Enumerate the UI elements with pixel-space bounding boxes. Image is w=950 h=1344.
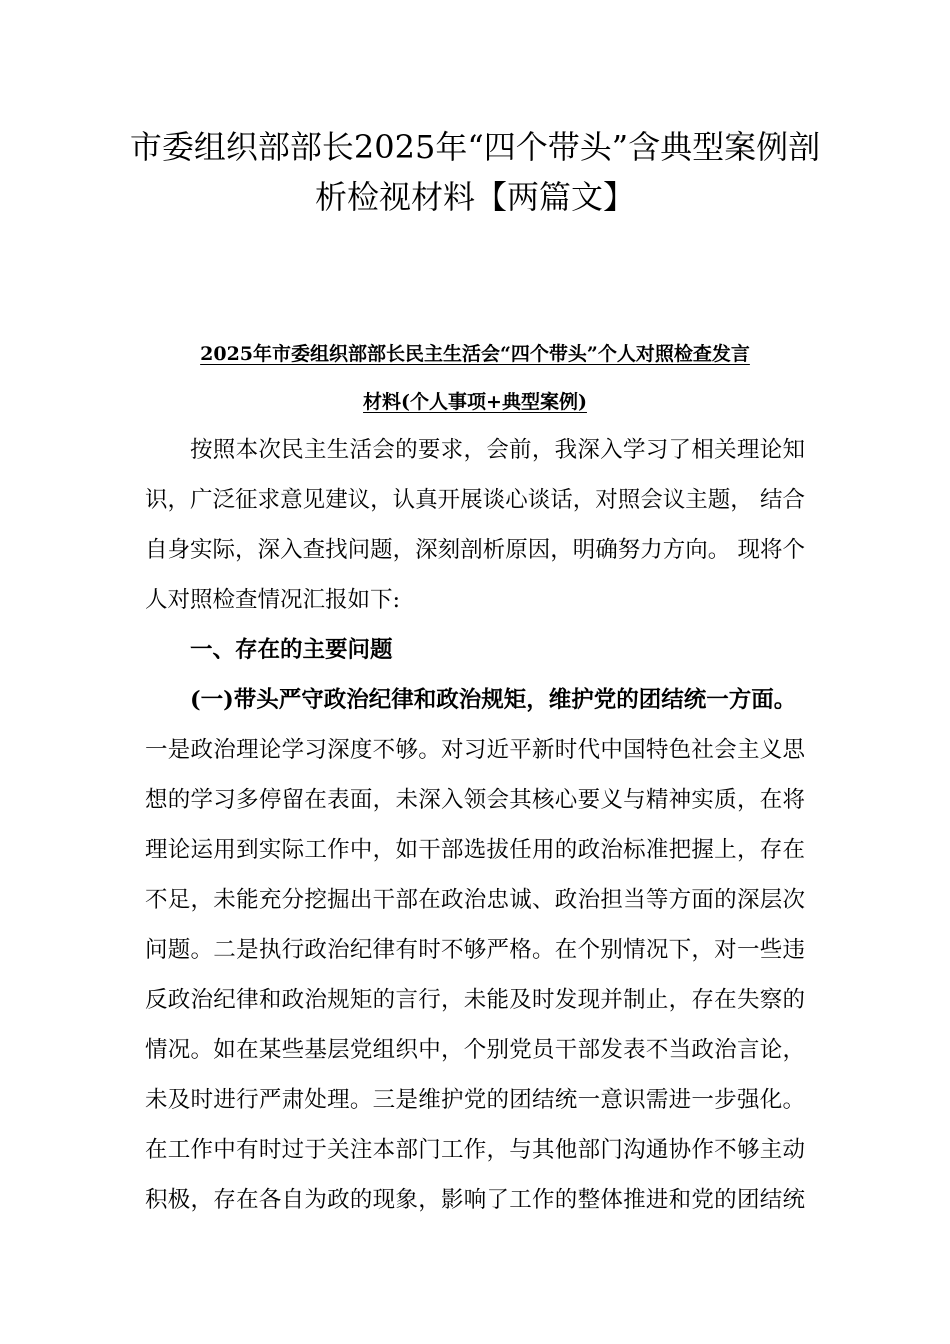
document-title-line: 市委组织部部长2025年“四个带头”含典型案例剖 xyxy=(129,128,821,166)
document-subtitle xyxy=(140,330,810,426)
content-paragraph-line: 在工作中有时过于关注本部门工作，与其他部门沟通协作不够主动 xyxy=(145,1137,805,1163)
subsection-heading: (一)带头严守政治纪律和政治规矩，维护党的团结统一方面。 xyxy=(190,687,797,713)
content-paragraph-line: 积极，存在各自为政的现象，影响了工作的整体推进和党的团结统 xyxy=(145,1187,805,1213)
document-title-line: 析检视材料【两篇文】 xyxy=(314,178,635,216)
content-paragraph-line: 情况。如在某些基层党组织中，个别党员干部发表不当政治言论， xyxy=(145,1037,805,1063)
content-paragraph-line: 想的学习多停留在表面，未深入领会其核心要义与精神实质，在将 xyxy=(145,787,805,813)
document-subtitle-line: 2025年市委组织部部长民主生活会“四个带头”个人对照检查发言 xyxy=(200,343,750,365)
content-paragraph-line: 未及时进行严肃处理。三是维护党的团结统一意识需进一步强化。 xyxy=(145,1087,805,1113)
content-paragraph-line: 一是政治理论学习深度不够。对习近平新时代中国特色社会主义思 xyxy=(145,737,805,763)
content-paragraph-line: 不足，未能充分挖掘出干部在政治忠诚、政治担当等方面的深层次 xyxy=(145,887,805,913)
intro-paragraph-line: 识，广泛征求意见建议，认真开展谈心谈话，对照会议主题， 结合 xyxy=(145,487,805,513)
document-subtitle-line: 材料(个人事项+典型案例) xyxy=(363,391,587,413)
intro-paragraph-line: 按照本次民主生活会的要求，会前，我深入学习了相关理论知 xyxy=(190,437,805,463)
intro-paragraph-line: 自身实际，深入查找问题，深刻剖析原因，明确努力方向。 现将个 xyxy=(145,537,805,563)
content-paragraph-line: 反政治纪律和政治规矩的言行，未能及时发现并制止，存在失察的 xyxy=(145,987,805,1013)
document-title xyxy=(120,122,830,222)
content-paragraph-line: 理论运用到实际工作中，如干部选拔任用的政治标准把握上，存在 xyxy=(145,837,805,863)
content-paragraph-line: 问题。二是执行政治纪律有时不够严格。在个别情况下，对一些违 xyxy=(145,937,805,963)
intro-paragraph-line: 人对照检查情况汇报如下: xyxy=(145,587,401,613)
section-heading: 一、存在的主要问题 xyxy=(190,637,393,663)
